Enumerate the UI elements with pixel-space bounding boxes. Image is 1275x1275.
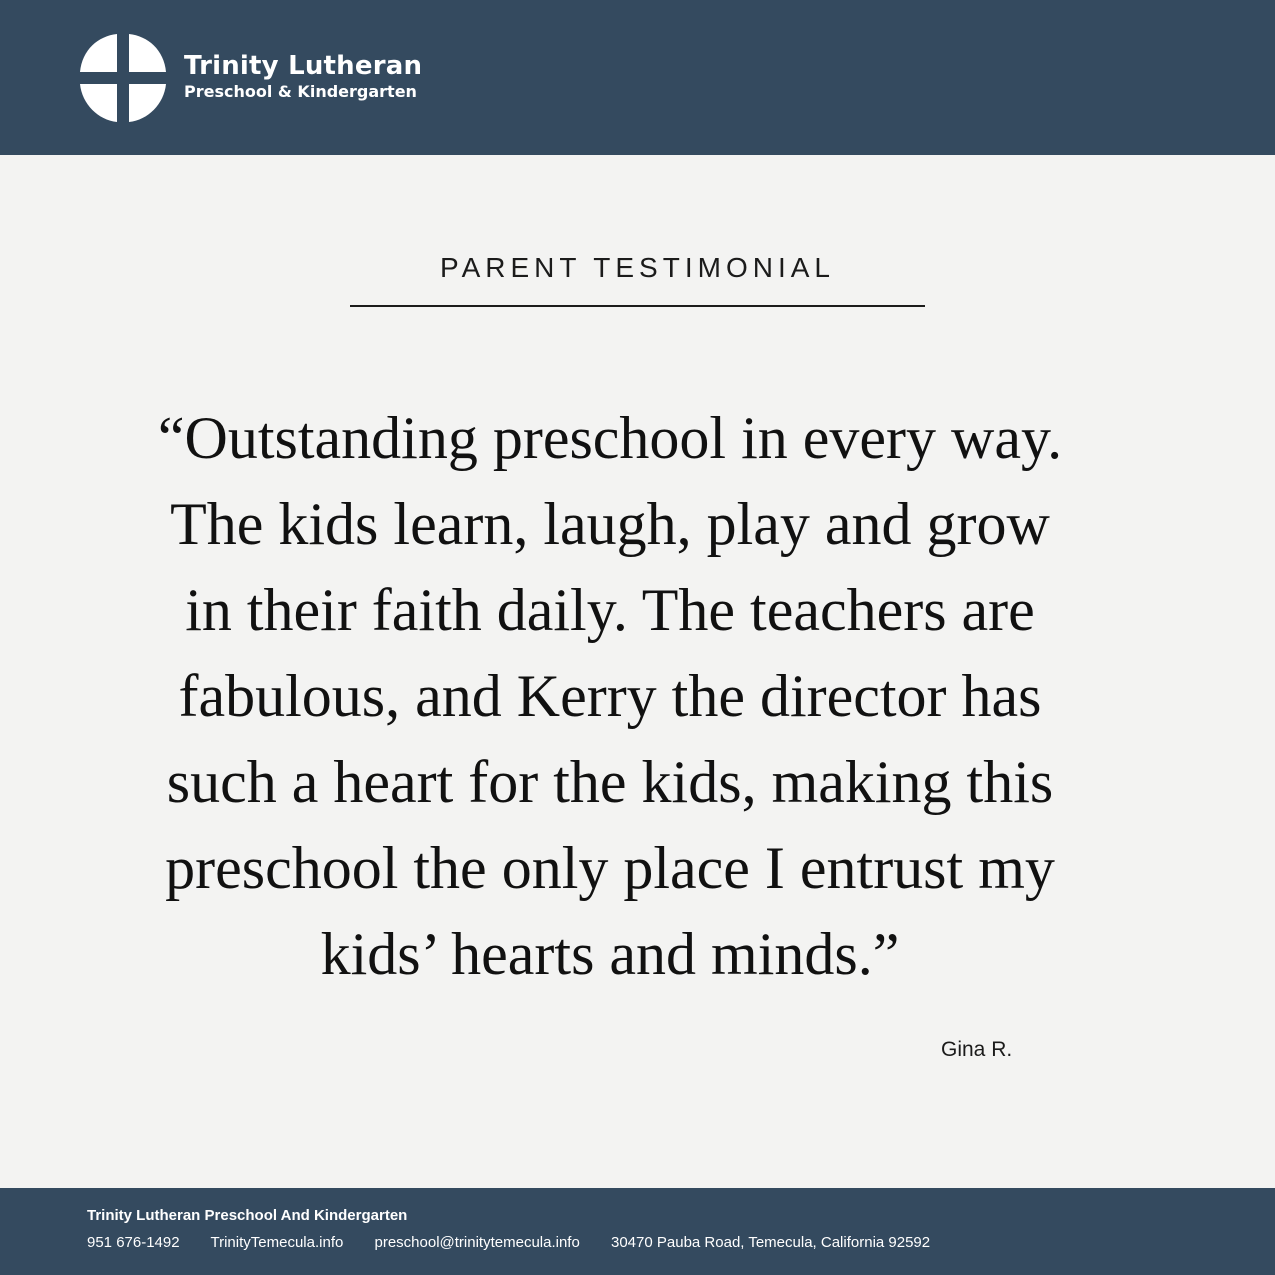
footer-phone: 951 676-1492 — [87, 1234, 180, 1251]
footer-contact-row — [87, 1234, 957, 1251]
quote-line: “Outstanding preschool in every way. — [157, 405, 1063, 471]
heading-divider — [350, 305, 925, 307]
brand-wordmark — [184, 50, 422, 102]
section-heading: PARENT TESTIMONIAL — [440, 252, 835, 283]
quote-line: kids’ hearts and minds.” — [320, 921, 900, 987]
testimonial-author: Gina R. — [941, 1038, 1013, 1061]
footer-email: preschool@trinitytemecula.info — [374, 1234, 580, 1251]
cross-circle-logo-icon — [76, 30, 170, 126]
brand-subtitle: Preschool & Kindergarten — [184, 82, 417, 101]
brand-title: Trinity Lutheran — [184, 51, 423, 81]
footer-address: 30470 Pauba Road, Temecula, California 92592 — [611, 1234, 931, 1251]
quote-line: The kids learn, laugh, play and grow — [170, 491, 1050, 557]
quote-line: in their faith daily. The teachers are — [185, 577, 1035, 643]
footer-website: TrinityTemecula.info — [210, 1234, 344, 1251]
footer-bar — [0, 1188, 1275, 1275]
quote-line: fabulous, and Kerry the director has — [178, 663, 1042, 729]
quote-line: such a heart for the kids, making this — [166, 749, 1054, 815]
header-bar — [0, 0, 1275, 155]
quote-line: preschool the only place I entrust my — [165, 835, 1055, 901]
footer-school-name: Trinity Lutheran Preschool And Kindergarten — [87, 1207, 408, 1224]
testimonial-quote — [110, 395, 1110, 997]
